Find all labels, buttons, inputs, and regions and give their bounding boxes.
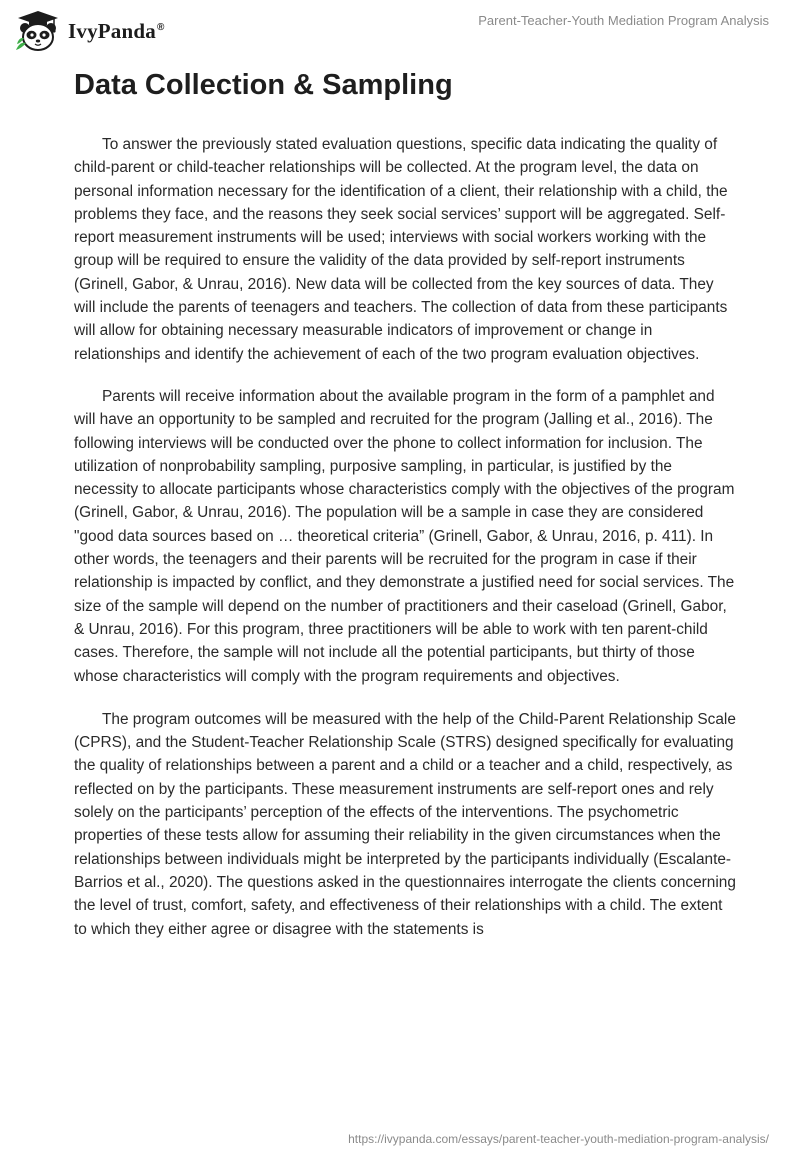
- registered-mark: ®: [156, 21, 165, 33]
- logo-wordmark: [68, 19, 165, 44]
- panda-graduate-icon: [14, 10, 62, 52]
- ivypanda-logo[interactable]: [14, 10, 165, 52]
- logo-text: IvyPanda: [68, 18, 156, 43]
- paragraph-1: To answer the previously stated evaluation questions, specific data indicating the quality of child-parent or child-teacher relationships will be collected. At the program level, the data on personal information necessary for the identification of a client, their relationship with a child, the problems they face, and the reasons they seek social services’ support will be aggregated. Self-report measurement instruments will be used; interviews with social workers working with the group will be required to ensure the validity of the data provided by self-report instruments (Grinell, Gabor, & Unrau, 2016). New data will be collected from the key sources of data. They will include the parents of teenagers and teachers. The collection of data from these participants will allow for obtaining necessary measurable indicators of improvement or change in relationships and identify the achievement of each of the two program evaluation objectives.: [74, 136, 728, 363]
- document-title-header: Parent-Teacher-Youth Mediation Program Analysis: [478, 13, 769, 28]
- paragraph-3: The program outcomes will be measured with the help of the Child-Parent Relationship Scale (CPRS), and the Student-Teacher Relationship Scale (STRS) designed specifically for evaluating the quality of relationships between a parent and a child or a teacher and a child, respectively, as reflected on by the participants. These measurement instruments are self-report ones and rely solely on the participants’ perception of the effects of the interventions. The psychometric properties of these tests allow for assuming their reliability in the given circumstances when the relationships between individuals might be interpreted by the participants individually (Escalante-Barrios et al., 2020). The questions asked in the questionnaires interrogate the clients concerning the level of trust, comfort, safety, and effectiveness of their relationships with a child. The extent to which they either agree or disagree with the statements is: [74, 710, 736, 938]
- source-url[interactable]: https://ivypanda.com/essays/parent-teacher-youth-mediation-program-analysis/: [348, 1132, 769, 1146]
- page-title: Data Collection & Sampling: [74, 69, 453, 101]
- paragraph-2: Parents will receive information about the available program in the form of a pamphlet and will have an opportunity to be sampled and recruited for the program (Jalling et al., 2016). The following interviews will be conducted over the phone to collect information for inclusion. The utilization of nonprobability sampling, purposive sampling, in particular, is justified by the necessity to allocate participants whose characteristics comply with the objectives of the program (Grinell, Gabor, & Unrau, 2016). The population will be a sample in case they are considered "good data sources based on … theoretical criteria” (Grinell, Gabor, & Unrau, 2016, p. 411). In other words, the teenagers and their parents will be recruited for the program in case if their relationship is impacted by conflict, and they demonstrate a justified need for social services. The size of the sample will depend on the number of practitioners and their caseload (Grinell, Gabor, & Unrau, 2016). For this program, three practitioners will be able to work with ten parent-child cases. Therefore, the sample will not include all the potential participants, but thirty of those whose characteristics will comply with the program requirements and objectives.: [74, 387, 735, 685]
- article-body: [74, 133, 736, 960]
- page-header: [0, 0, 800, 60]
